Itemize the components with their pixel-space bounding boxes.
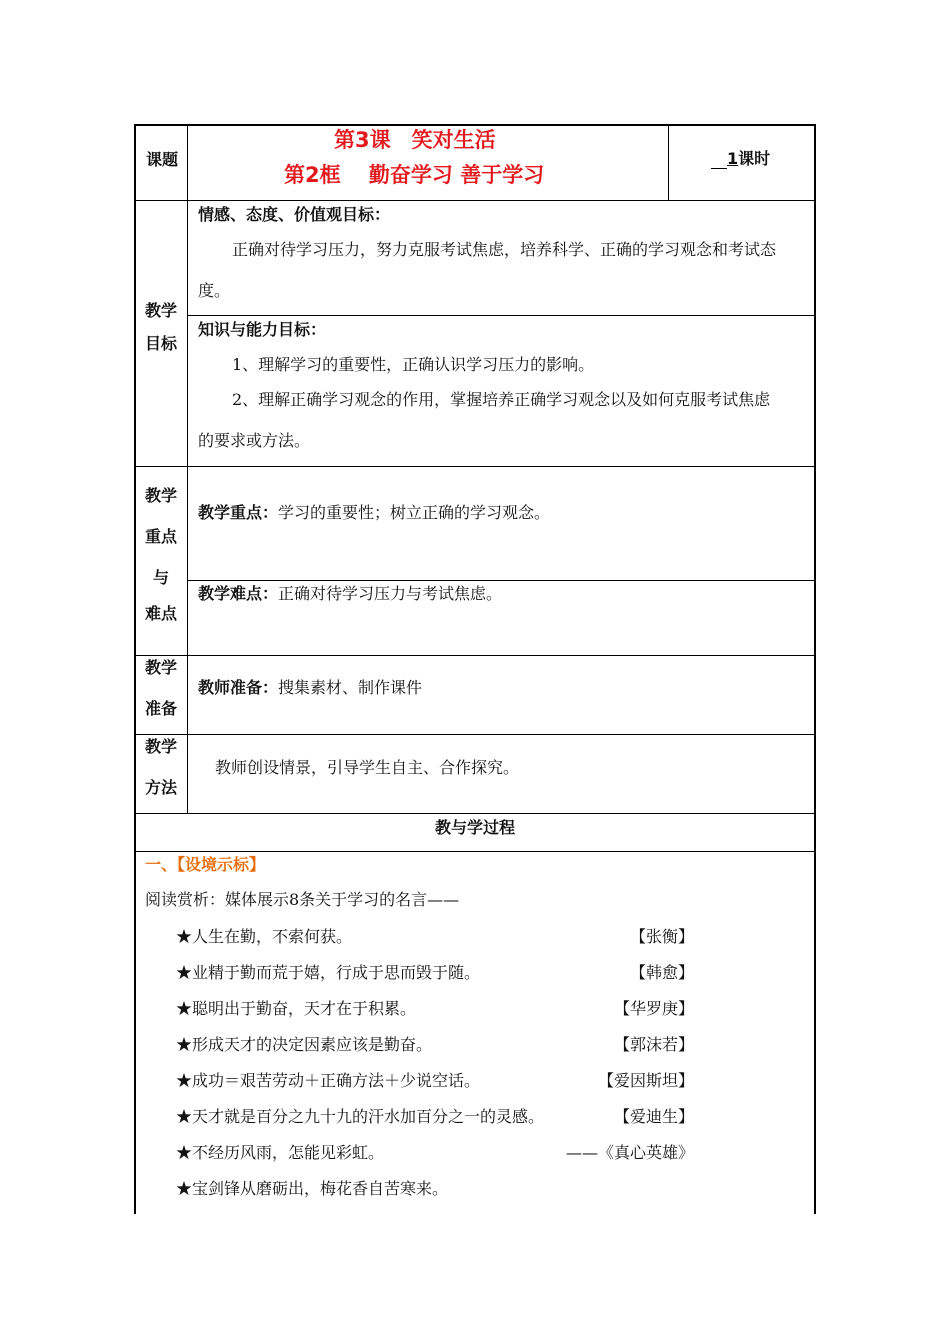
process-heading: 教与学过程	[434, 818, 515, 837]
quote-author: 【郭沫若】	[613, 1035, 694, 1054]
period-number: 1	[727, 149, 739, 168]
teaching-focus-text: 学习的重要性；树立正确的学习观念。	[278, 503, 551, 522]
quote-author: ——《真心英雄》	[565, 1143, 694, 1162]
section-title: 【设境示标】	[177, 855, 266, 874]
quote-text: ★业精于勤而荒于嬉，行成于思而毁于随。	[176, 963, 481, 982]
preparation-label-2: 准备	[144, 699, 177, 718]
row-divider	[134, 734, 816, 735]
period-unit: 课时	[738, 149, 771, 168]
column-divider	[187, 124, 188, 814]
quote-author: 【爱因斯坦】	[597, 1071, 694, 1090]
knowledge-objective-item: 1、理解学习的重要性，正确认识学习压力的影响。	[232, 355, 595, 374]
knowledge-objective-item: 2、理解正确学习观念的作用，掌握培养正确学习观念以及如何克服考试焦虑	[232, 390, 771, 409]
objectives-label-2: 目标	[144, 334, 177, 353]
keypoints-label-3: 与	[152, 568, 169, 587]
topic-label: 课题	[146, 150, 179, 169]
quote-text: ★成功＝艰苦劳动＋正确方法＋少说空话。	[176, 1071, 481, 1090]
reading-intro: 阅读赏析：媒体展示8条关于学习的名言——	[145, 890, 460, 909]
teaching-focus	[198, 503, 550, 523]
row-divider	[134, 466, 816, 467]
preparation-label-1: 教学	[144, 658, 177, 677]
quote-text: ★天才就是百分之九十九的汗水加百分之一的灵感。	[176, 1107, 545, 1126]
frame-title: 第2框 勤奋学习 善于学习	[284, 163, 545, 187]
row-divider	[134, 655, 816, 656]
table-top-border	[134, 124, 816, 126]
teacher-preparation-text: 搜集素材、制作课件	[278, 678, 423, 697]
method-label-2: 方法	[144, 778, 177, 797]
method-label-1: 教学	[144, 737, 177, 756]
row-divider	[134, 813, 816, 814]
quote-author: 【爱迪生】	[613, 1107, 694, 1126]
period-underline	[711, 151, 727, 169]
row-divider	[188, 315, 816, 316]
keypoints-label-1: 教学	[144, 486, 177, 505]
quote-text: ★人生在勤，不索何获。	[176, 927, 353, 946]
teaching-method-text: 教师创设情景，引导学生自主、合作探究。	[215, 758, 520, 777]
keypoints-label-4: 难点	[144, 604, 177, 623]
row-divider	[134, 851, 816, 852]
teaching-difficulty	[198, 584, 502, 604]
quote-author: 【韩愈】	[629, 963, 694, 982]
teaching-difficulty-text: 正确对待学习压力与考试焦虑。	[278, 584, 503, 603]
row-divider	[134, 200, 816, 201]
emotion-objective-heading: 情感、态度、价值观目标：	[198, 205, 391, 224]
objectives-label-1: 教学	[144, 301, 177, 320]
row-divider	[188, 580, 816, 581]
section-number: 一、	[145, 855, 178, 874]
section-heading	[145, 855, 265, 875]
keypoints-label-2: 重点	[144, 527, 177, 546]
knowledge-objective-heading: 知识与能力目标：	[198, 320, 327, 339]
table-right-border	[814, 124, 816, 1214]
quote-text: ★聪明出于勤奋，天才在于积累。	[176, 999, 417, 1018]
teacher-preparation	[198, 678, 422, 698]
quote-text: ★不经历风雨，怎能见彩虹。	[176, 1143, 385, 1162]
quote-author: 【华罗庚】	[613, 999, 694, 1018]
quote-text: ★宝剑锋从磨砺出，梅花香自苦寒来。	[176, 1179, 449, 1198]
knowledge-objective-item: 的要求或方法。	[198, 431, 311, 450]
quote-text: ★形成天才的决定因素应该是勤奋。	[176, 1035, 433, 1054]
quote-author: 【张衡】	[629, 927, 694, 946]
class-period	[711, 149, 770, 169]
lesson-title: 第3课 笑对生活	[334, 128, 496, 152]
column-divider	[668, 124, 669, 201]
emotion-objective-text: 度。	[198, 281, 231, 300]
teaching-difficulty-label: 教学难点：	[198, 584, 279, 603]
teacher-preparation-label: 教师准备：	[198, 678, 279, 697]
teaching-focus-label: 教学重点：	[198, 503, 279, 522]
emotion-objective-text: 正确对待学习压力，努力克服考试焦虑，培养科学、正确的学习观念和考试态	[232, 240, 777, 259]
